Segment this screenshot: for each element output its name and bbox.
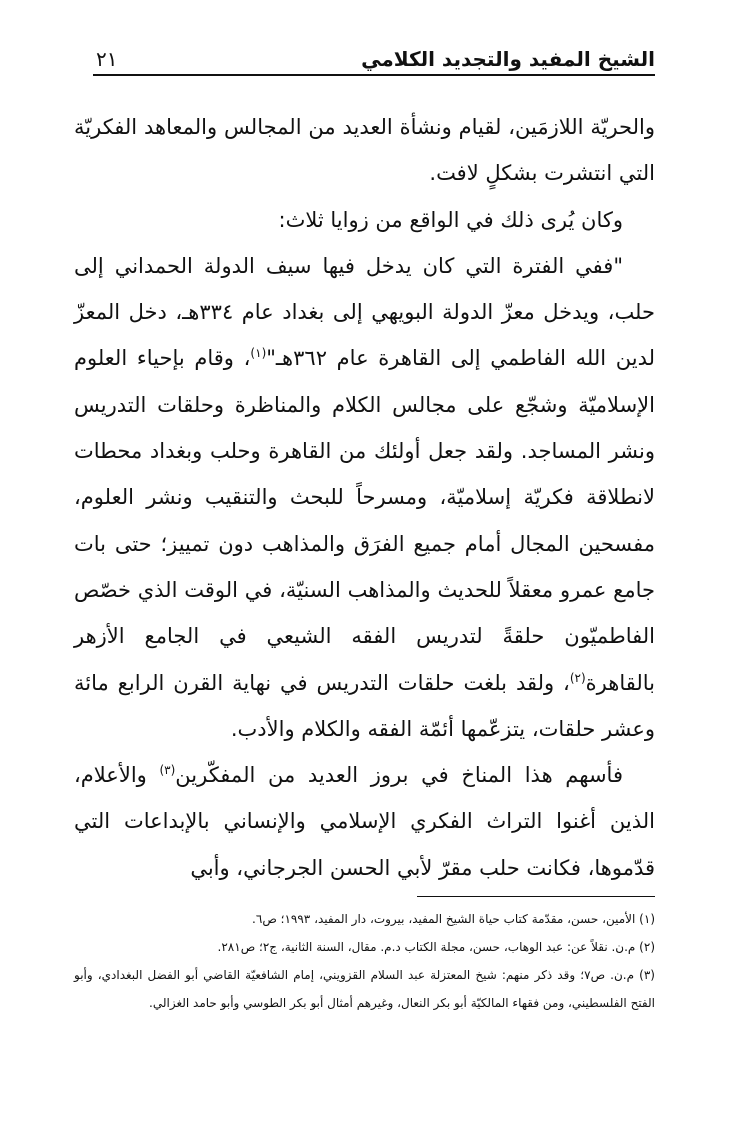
header-rule bbox=[93, 74, 655, 76]
footnote-1: (١) الأمين، حسن، مقدّمة كتاب حياة الشيخ المفيد، بيروت، دار المفيد، ١٩٩٣؛ ص٦. bbox=[252, 912, 655, 926]
footnote-ref-1: (١) bbox=[250, 346, 267, 361]
paragraph-3 bbox=[74, 243, 655, 752]
paragraph-4-start: فأسهم هذا المناخ في بروز العديد من المفكّرين bbox=[175, 763, 623, 788]
running-title: الشيخ المفيد والتجديد الكلامي bbox=[361, 47, 655, 71]
body-text bbox=[74, 104, 655, 891]
paragraph-3-continuation: ، وقام بإحياء العلوم الإسلاميّة وشجّع على مجالس الكلام والمناظرة وحلقات التدريس ونشر المساجد. ولقد جعل أولئك من القاهرة وحلب وبغداد محطات لانطلاقة فكريّة إسلاميّة، ومسرحاً للبحث والتنقيب ونشر العلوم، مفسحين المجال أمام جميع الفرَق والمذاهب دون تمييز؛ حتى بات جامع عمرو معقلاً للحديث والمذاهب السنيّة، في الوقت الذي خصّص الفاطميّون حلقةً لتدريس الفقه الشيعي في الجامع الأزهر بالقاهرة bbox=[74, 346, 655, 695]
paragraph-2: وكان يُرى ذلك في الواقع من زوايا ثلاث: bbox=[278, 207, 623, 232]
footnote-ref-3: (٣) bbox=[159, 763, 176, 778]
paragraph-1: والحريّة اللازمَين، لقيام ونشأة العديد من المجالس والمعاهد الفكريّة التي انتشرت بشكلٍ لافت. bbox=[74, 115, 655, 186]
paragraph-4 bbox=[74, 752, 655, 891]
page-number: ٢١ bbox=[96, 47, 118, 71]
footnote-separator bbox=[417, 896, 655, 897]
paragraph-4-end: والأعلام، الذين أغنوا التراث الفكري الإسلامي والإنساني بالإبداعات التي قدّموها، فكانت حلب مقرّ لأبي الحسن الجرجاني، وأبي bbox=[74, 763, 655, 880]
footnotes bbox=[74, 905, 655, 1017]
footnote-2: (٢) م.ن. نقلاً عن: عبد الوهاب، حسن، مجلة الكتاب د.م. مقال، السنة الثانية، ج٢؛ ص٢٨١. bbox=[217, 940, 655, 954]
paragraph-3-end: ، ولقد بلغت حلقات التدريس في نهاية القرن الرابع مائة وعشر حلقات، يتزعّمها أئمّة الفقه والكلام والأدب. bbox=[74, 670, 655, 741]
page-header bbox=[96, 30, 655, 74]
quotation-text: "ففي الفترة التي كان يدخل فيها سيف الدولة الحمداني إلى حلب، ويدخل معزّ الدولة البويهي إلى بغداد عام ٣٣٤هـ، دخل المعزّ لدين الله الفاطمي إلى القاهرة عام ٣٦٢هـ" bbox=[74, 253, 655, 371]
footnote-3: (٣) م.ن. ص٧؛ وقد ذكر منهم: شيخ المعتزلة عبد السلام القزويني، إمام الشافعيّة القاضي أبو الفضل البغدادي، وأبو الفتح الفلسطيني، ومن فقهاء المالكيّة أبو بكر النعال، وغيرهم أمثال أبو بكر الطوسي وأبو حامد الغزالي. bbox=[74, 968, 655, 1010]
footnote-ref-2: (٢) bbox=[569, 670, 586, 685]
